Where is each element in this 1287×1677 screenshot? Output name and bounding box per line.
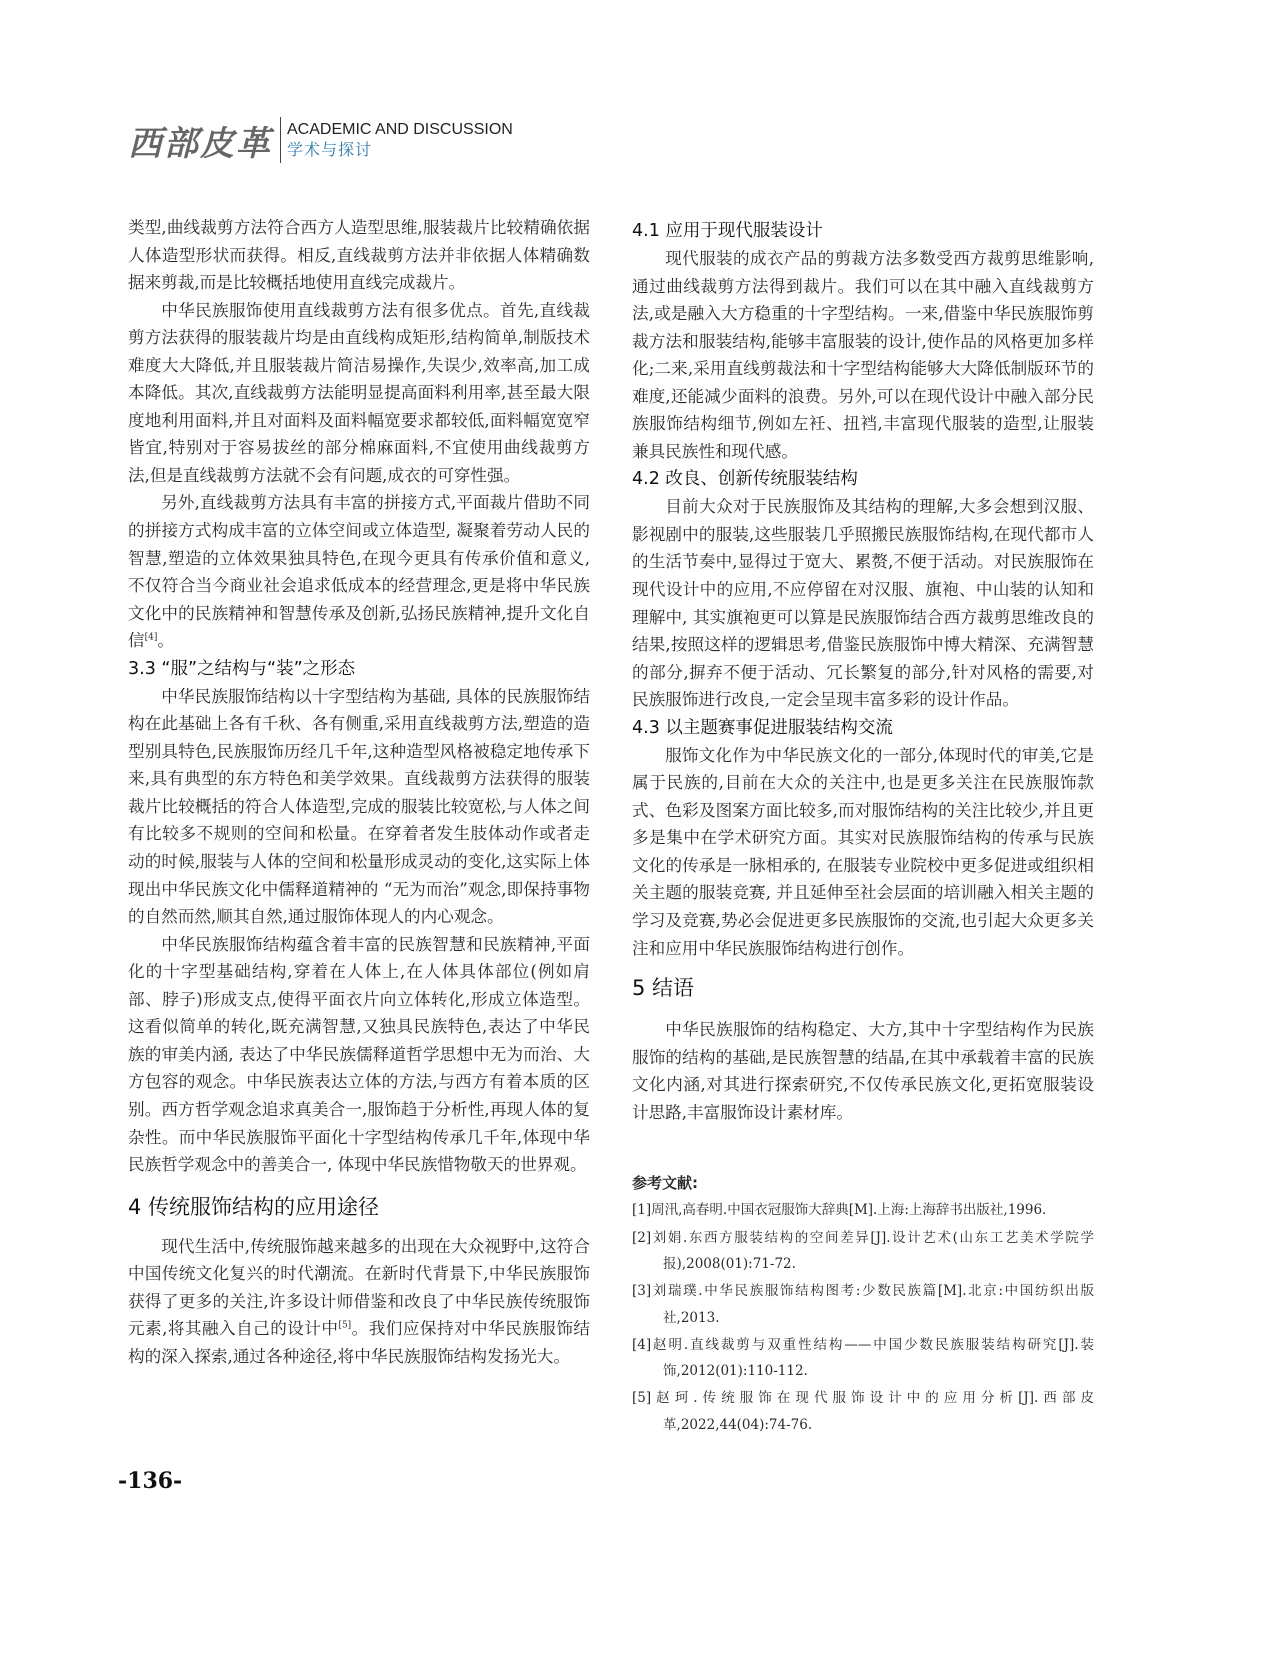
section-heading-4-1: 4.1 应用于现代服装设计 — [632, 221, 823, 241]
references-title: 参考文献: — [632, 1174, 698, 1193]
page-number: -136- — [118, 1468, 183, 1494]
section-heading-4: 4 传统服饰结构的应用途径 — [128, 1194, 380, 1219]
section-title-en: ACADEMIC AND DISCUSSION — [287, 121, 513, 138]
reference-item: [2]刘娟.东西方服装结构的空间差异[J].设计艺术(山东工艺美术学院学报),2008(01):71-72. — [632, 1229, 1094, 1272]
reference-item: [3]刘瑞璞.中华民族服饰结构图考:少数民族篇[M].北京:中国纺织出版社,2013. — [632, 1283, 1094, 1326]
reference-item: [1]周汛,高春明.中国衣冠服饰大辞典[M].上海:上海辞书出版社,1996. — [632, 1202, 1047, 1219]
journal-logo: 西部皮革 — [128, 123, 272, 164]
paragraph-text: 现代生活中,传统服饰越来越多的出现在大众视野中,这符合中国传统文化复兴的时代潮流。在新时代背景下,中华民族服饰获得了更多的关注,许多设计师借鉴和改良了中华民族传统服饰元素,将其融入自己的设计中 — [128, 1236, 590, 1339]
left-column — [128, 214, 590, 1370]
paragraph: 中华民族服饰结构蕴含着丰富的民族智慧和民族精神,平面化的十字型基础结构,穿着在人体上,在人体具体部位(例如肩部、脖子)形成支点,使得平面衣片向立体转化,形成立体造型。这看似简单的转化,既充满智慧,又独具民族特色,表达了中华民族的审美内涵, 表达了中华民族儒释道哲学思想中无为而治、大方包容的观念。中华民族表达立体的方法,与西方有着本质的区别。西方哲学观念追求真美合一,服饰趋于分析性,再现人体的复杂性。而中华民族服饰平面化十字型结构传承几千年,体现中华民族哲学观念中的善美合一, 体现中华民族惜物敬天的世界观。 — [128, 934, 590, 1175]
paragraph: 现代服装的成衣产品的剪裁方法多数受西方裁剪思维影响,通过曲线裁剪方法得到裁片。我们可以在其中融入直线裁剪方法,或是融入大方稳重的十字型结构。一来,借鉴中华民族服饰剪裁方法和服装结构,能够丰富服装的设计,使作品的风格更加多样化;二来,采用直线剪裁法和十字型结构能够大大降低制版环节的难度,还能减少面料的浪费。另外,可以在现代设计中融入部分民族服饰结构细节,例如左衽、扭裆,丰富现代服装的造型,让服装兼具民族性和现代感。 — [632, 249, 1094, 461]
paragraph — [128, 1233, 590, 1371]
citation: [4] — [144, 632, 158, 643]
paragraph-text: 另外,直线裁剪方法具有丰富的拼接方式,平面裁片借助不同的拼接方式构成丰富的立体空间或立体造型, 凝聚着劳动人民的智慧,塑造的立体效果独具特色,在现今更具有传承价值和意义,不仅符合当今商业社会追求低成本的经营理念,更是将中华民族文化中的民族精神和智慧传承及创新,弘扬民族精神,提升文化自信 — [128, 493, 590, 651]
paragraph: 中华民族服饰的结构稳定、大方,其中十字型结构作为民族服饰的结构的基础,是民族智慧的结晶,在其中承载着丰富的民族文化内涵,对其进行探索研究,不仅传承民族文化,更拓宽服装设计思路,丰富服饰设计素材库。 — [632, 1020, 1094, 1122]
section-heading-4-3: 4.3 以主题赛事促进服装结构交流 — [632, 717, 893, 738]
reference-item: [5]赵珂.传统服饰在现代服饰设计中的应用分析[J].西部皮革,2022,44(04):74-76. — [632, 1390, 1094, 1433]
paragraph-text: 。 — [157, 631, 174, 651]
section-heading-5: 5 结语 — [632, 976, 695, 1001]
paragraph-text: 。我们应保持对中华民族服饰结构的深入探索,通过各种途径,将中华民族服饰结构发扬光大。 — [128, 1319, 590, 1366]
section-title-cn: 学术与探讨 — [287, 140, 373, 159]
paragraph: 中华民族服饰使用直线裁剪方法有很多优点。首先,直线裁剪方法获得的服装裁片均是由直线构成矩形,结构简单,制版技术难度大大降低,并且服装裁片简洁易操作,失误少,效率高,加工成本降低。其次,直线裁剪方法能明显提高面料利用率,甚至最大限度地利用面料,并且对面料及面料幅宽要求都较低,面料幅宽宽窄皆宜,特别对于容易拔丝的部分棉麻面料,不宜使用曲线裁剪方法,但是直线裁剪方法就不会有问题,成衣的可穿性强。 — [128, 300, 590, 485]
header-divider — [280, 117, 281, 163]
section-heading-4-2: 4.2 改良、创新传统服装结构 — [632, 469, 858, 490]
citation: [5] — [338, 1320, 352, 1331]
references-list — [632, 1197, 1094, 1438]
paragraph: 目前大众对于民族服饰及其结构的理解,大多会想到汉服、影视剧中的服装,这些服装几乎照搬民族服饰结构,在现代都市人的生活节奏中,显得过于宽大、累赘,不便于活动。对民族服饰在现代设计中的应用,不应停留在对汉服、旗袍、中山装的认知和理解中, 其实旗袍更可以算是民族服饰结合西方裁剪思维改良的结果,按照这样的逻辑思考,借鉴民族服饰中博大精深、充满智慧的部分,摒弃不便于活动、冗长繁复的部分,针对风格的需要,对民族服饰进行改良,一定会呈现丰富多彩的设计作品。 — [632, 497, 1094, 710]
paragraph — [128, 489, 590, 654]
section-heading-3-3: 3.3 “服”之结构与“装”之形态 — [128, 658, 356, 679]
right-column — [632, 217, 1094, 1438]
paragraph: 服饰文化作为中华民族文化的一部分,体现时代的审美,它是属于民族的,目前在大众的关注中,也是更多关注在民族服饰款式、色彩及图案方面比较多,而对服饰结构的关注比较少,并且更多是集中在学术研究方面。其实对民族服饰结构的传承与民族文化的传承是一脉相承的, 在服装专业院校中更多促进或组织相关主题的服装竞赛, 并且延伸至社会层面的培训融入相关主题的学习及竞赛,势必会促进更多民族服饰的交流,也引起大众更多关注和应用中华民族服饰结构进行创作。 — [632, 745, 1094, 958]
paragraph: 中华民族服饰结构以十字型结构为基础, 具体的民族服饰结构在此基础上各有千秋、各有侧重,采用直线裁剪方法,塑造的造型别具特色,民族服饰历经几千年,这种造型风格被稳定地传承下来,具有典型的东方特色和美学效果。直线裁剪方法获得的服装裁片比较概括的符合人体造型,完成的服装比较宽松,与人体之间有比较多不规则的空间和松量。在穿着者发生肢体动作或者走动的时候,服装与人体的空间和松量形成灵动的变化,这实际上体现出中华民族文化中儒释道精神的 “无为而治”观念,即保持事物的自然而然,顺其自然,通过服饰体现人的内心观念。 — [128, 686, 590, 927]
reference-item: [4]赵明.直线裁剪与双重性结构——中国少数民族服装结构研究[J].装饰,2012(01):110-112. — [632, 1336, 1094, 1380]
journal-header — [128, 112, 513, 168]
paragraph: 类型,曲线裁剪方法符合西方人造型思维,服装裁片比较精确依据人体造型形状而获得。相反,直线裁剪方法并非依据人体精确数据来剪裁,而是比较概括地使用直线完成裁片。 — [128, 218, 590, 293]
